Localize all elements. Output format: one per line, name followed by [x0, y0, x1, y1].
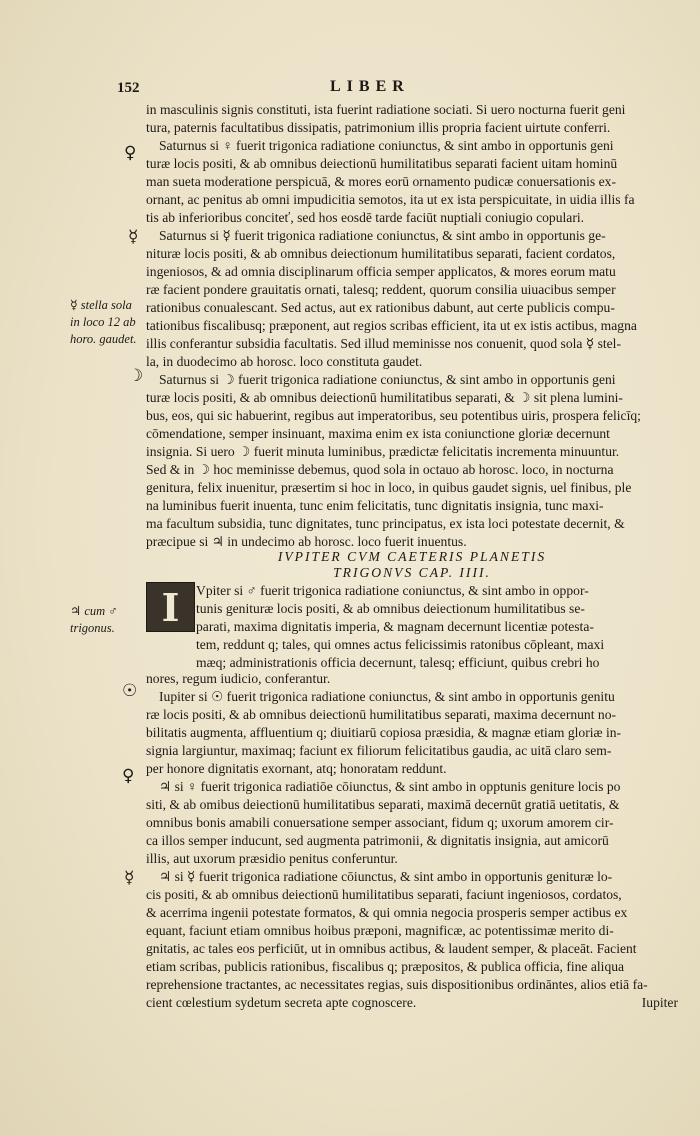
text-line: ingeniosos, & ad omnia disciplinarum officia semper applicatos, & mores eorum matu	[146, 264, 616, 279]
margin-note-line: ♃ cum ♂	[70, 604, 118, 618]
venus-symbol-icon: ♀	[122, 766, 135, 786]
text-line: Saturnus si ☿ fuerit trigonica radiatione coniunctus, & sint ambo in opportunis ge-	[159, 228, 606, 243]
text-line: ræ locis positi, & ab omnibus deiectionū humilitatibus separati, maxima decernunt no-	[146, 707, 617, 722]
moon-symbol-icon: ☽	[128, 366, 144, 386]
text-line: Vpiter si ♂ fuerit trigonica radiatione coniunctus, & sint ambo in oppor-	[196, 583, 589, 598]
text-line: mæq; administrationis officia decernunt, talesq; efficiunt, quibus crebri ho	[196, 655, 600, 670]
text-line: cient cœlestium sydetum secreta apte cognoscere.	[146, 995, 417, 1010]
catchword: Iupiter	[641, 995, 678, 1010]
text-line: turæ locis positi, & ab omnibus deiectionū humilitatibus separati, & ☽ sit plena lumini-	[146, 390, 623, 405]
text-line: nores, regum iudicio, conferantur.	[146, 671, 331, 686]
text-line: Saturnus si ☽ fuerit trigonica radiatione coniunctus, & sint ambo in opportunis geni	[159, 372, 616, 387]
margin-note-line: horo. gaudet.	[70, 332, 137, 346]
text-line: siti, & ab omibus deiectionū humilitatibus separati, maximā decernūt gratiā uetitatis, &	[146, 797, 620, 812]
text-line: nituræ locis positi, & ab omnibus deiectionum humilitatibus separati, facient cordatos,	[146, 246, 616, 261]
text-line: gnitatis, ac tales eos perficiūt, ut in omnibus actibus, & laudent semper, & placeāt. Facient	[146, 941, 637, 956]
text-line: Saturnus si ♀ fuerit trigonica radiatione coniunctus, & sint ambo in opportunis geni	[159, 138, 614, 153]
text-line: equant, faciunt etiam omnibus hoibus præponi, magnificæ, ac potentissimæ merito di-	[146, 923, 614, 938]
text-line: præcipue si ♃ in undecimo ab horosc. loco fuerit inuentus.	[146, 534, 467, 549]
text-line: na luminibus fuerit inuenta, tunc enim felicitatis, tunc dignitatis insignia, tunc maxi-	[146, 498, 604, 513]
mercury-symbol-icon: ☿	[128, 227, 139, 247]
text-line: ma facultum subsidia, tunc dignitates, tunc principatus, ex ista loci potestate decernit, &	[146, 516, 625, 531]
text-line: ♃ si ☿ fuerit trigonica radiatione cōiunctus, & sint ambo in opportunis genituræ lo-	[159, 869, 613, 884]
text-line: ♃ si ♀ fuerit trigonica radiatiōe cōiunctus, & sint ambo in opptunis geniture locis po	[159, 779, 621, 794]
text-line: ornant, ac penitus ab omni impudicitia semotos, ita ut ex ista perspicuitate, in uidia illis fa	[146, 192, 635, 207]
text-line: ræ facient pondere grauitatis ornati, talesq; reddent, quorum consilia uiuacibus semper	[146, 282, 616, 297]
chapter-title: IVPITER CVM CAETERIS PLANETIS	[277, 549, 547, 564]
text-line: genitura, felix inuenitur, præsertim si hoc in loco, in quibus gaudet signis, uel finibus, ple	[146, 480, 632, 495]
initial-letter: I	[161, 584, 180, 630]
text-line: Sed & in ☽ hoc meminisse debemus, quod sola in octauo ab horosc. loco, in nocturna	[146, 462, 614, 477]
text-line: bilitatis augmenta, affluentium q; diuitiarū copiosa præsidia, & magnæ etiam gloriæ in-	[146, 725, 622, 740]
venus-symbol-icon: ♀	[124, 143, 137, 163]
text-line: ca illos semper inducunt, sed augmenta patrimonii, & dignitatis insignia, aut amicorū	[146, 833, 609, 848]
text-line: in masculinis signis constituti, ista fuerint radiatione sociati. Si uero nocturna fuerit geni	[146, 102, 626, 117]
text-line: parati, maxima dignitatis imperia, & magnam decernunt licentiæ potesta-	[196, 619, 594, 634]
text-line: bus, eos, qui sic habuerint, regibus aut imperatoribus, seu potentibus uiris, prospera felicīq;	[146, 408, 641, 423]
margin-note-mercury	[70, 297, 148, 348]
text-line: cis positi, & ab omnibus deiectionū humilitatibus separati, faciunt ingeniosos, cordatos,	[146, 887, 622, 902]
text-line: tunis genituræ locis positi, & ab omnibus deiectionum humilitatibus se-	[196, 601, 585, 616]
text-line: per honore dignitatis exornant, atq; honoratam reddunt.	[146, 761, 447, 776]
text-line: Iupiter si ☉ fuerit trigonica radiatione coniunctus, & sint ambo in opportunis genitu	[159, 689, 615, 704]
margin-note-line: ☿ stella sola	[70, 298, 132, 312]
margin-note-line: in loco 12 ab	[70, 315, 136, 329]
text-line: omnibus bonis amabili conuersatione semper associant, fidum q; uxorum amorem cir-	[146, 815, 614, 830]
text-line: tis ab inferioribus conciteť, sed hos eosdē tarde faciūt nuptiali coniugio copulari.	[146, 210, 585, 225]
text-line: man sueta moderatione perspicuā, & mores eorū ornamento pudicæ conuersationis ex-	[146, 174, 616, 189]
text-line: & acerrima ingenii potestate formatos, & qui omnia negocia prosperis semper actibus ex	[146, 905, 628, 920]
text-line: tem, reddunt q; tales, qui omnes actus felicissimis ratonibus cōpleant, maxi	[196, 637, 605, 652]
page-number: 152	[117, 80, 140, 96]
text-line: turæ locis positi, & ab omnibus deiectionū humilitatibus separati facient uitam hominū	[146, 156, 618, 171]
text-line: rationibus conualescant. Sed actus, aut ex rationibus dabunt, aut certe publicis compu-	[146, 300, 615, 315]
text-line: illis conferantur subsidia facultatis. Sed illud meminisse nos conuenit, quod sola ☿ stel-	[146, 336, 621, 351]
mercury-symbol-icon: ☿	[124, 868, 135, 888]
text-line: insignia. Si uero ☽ fuerit minuta luminibus, prædictæ felicitatis incrementa minuuntur.	[146, 444, 620, 459]
text-line: tura, paternis facultatibus dissipatis, patrimonium illis propria facient uirtute conferri.	[146, 120, 611, 135]
chapter-subtitle: TRIGONVS CAP. IIII.	[333, 565, 491, 580]
margin-note-line: trigonus.	[70, 621, 115, 635]
running-head: LIBER	[330, 78, 410, 95]
decorated-initial	[146, 582, 195, 632]
text-line: tationibus fiscalibusq; præponent, aut regios scribas efficient, ita ut ex istis actibus, magna	[146, 318, 637, 333]
text-line: la, in duodecimo ab horosc. loco constituta gaudet.	[146, 354, 423, 369]
text-line: illis, aut uxorum præsidio penitus conferuntur.	[146, 851, 398, 866]
text-line: cōmendatione, semper insinuant, maxima enim ex ista coniunctione gloriæ decernunt	[146, 426, 610, 441]
page-header	[0, 76, 700, 102]
text-line: signia largiuntur, maximaq; faciunt ex filiorum felicitatibus gaudia, ac uitā claro sem-	[146, 743, 612, 758]
sun-symbol-icon: ☉	[122, 681, 138, 701]
text-line: etiam scribas, publicis rationibus, fiscalibus q; præpositos, & publica officia, fine aliqua	[146, 959, 625, 974]
text-line: reprehensione tractantes, ac necessitates regias, suis dispositionibus ordināntes, alios etiā fa-	[146, 977, 648, 992]
margin-note-jupiter	[70, 603, 148, 637]
